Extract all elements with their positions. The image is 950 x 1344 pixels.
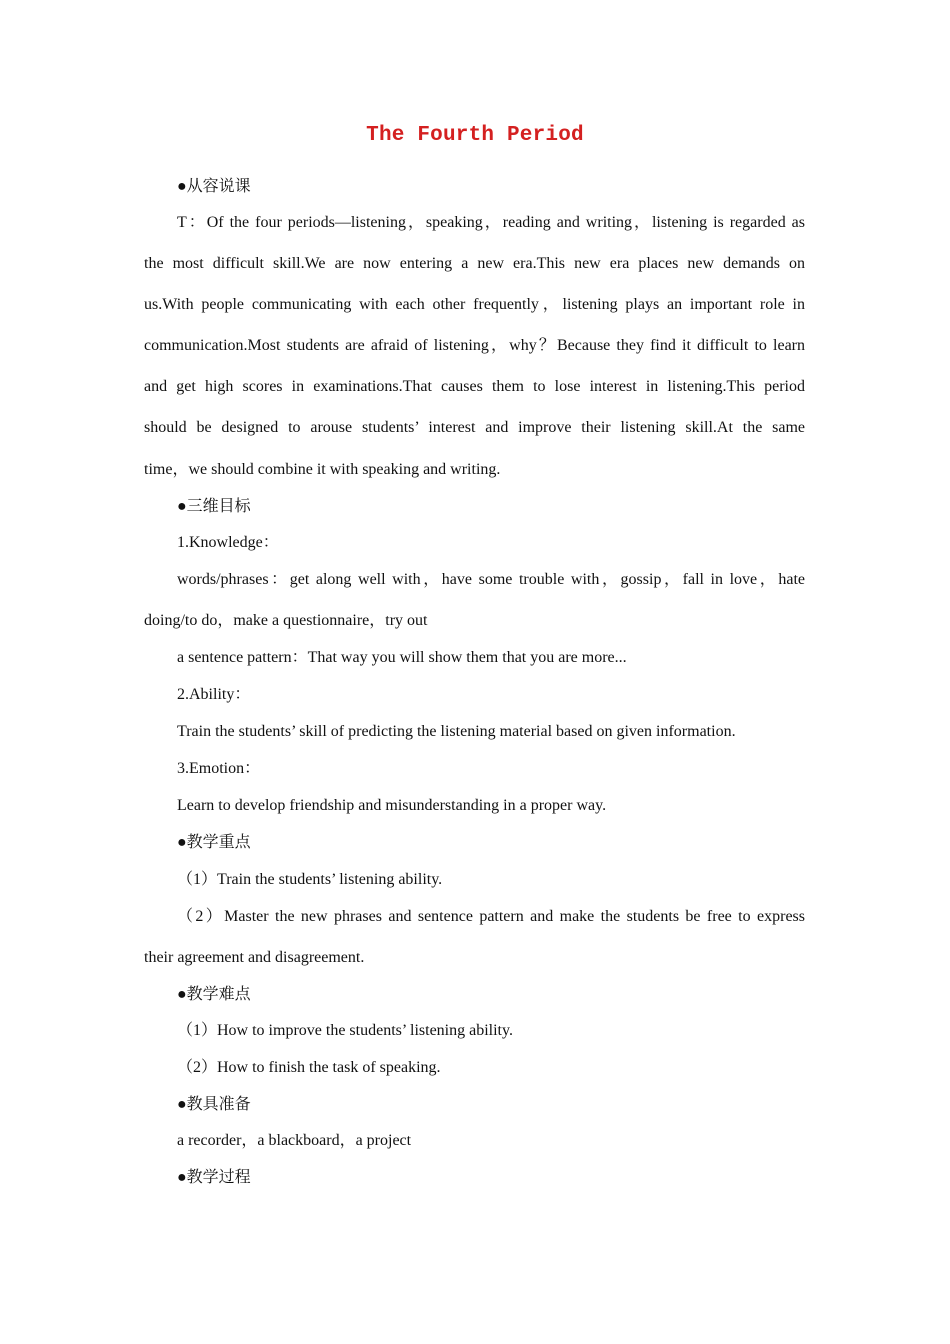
aids-text: a recorder，a blackboard，a project	[177, 1132, 412, 1149]
sentence-pattern: a sentence pattern：That way you will show them that you are more...	[177, 649, 627, 666]
section-heading-intro: ●从容说课	[177, 178, 251, 195]
key-point-1: （1）Train the students’ listening ability.	[177, 871, 443, 888]
knowledge-line-1: words/phrases：get along well with，have some trouble with，gossip，fall in love，hate	[177, 571, 805, 588]
key-point-2-line-1: （2）Master the new phrases and sentence pattern and make the students be free to express	[177, 908, 805, 925]
emotion-text: Learn to develop friendship and misunderstanding in a proper way.	[177, 797, 607, 814]
section-heading-difficulties: ●教学难点	[177, 986, 251, 1003]
ability-label: 2.Ability：	[177, 686, 251, 703]
intro-line-4: communication.Most students are afraid of listening，why？Because they find it difficult to learn	[144, 337, 806, 354]
section-heading-aids: ●教具准备	[177, 1096, 251, 1113]
page-title: The Fourth Period	[366, 124, 584, 147]
intro-line-6: should be designed to arouse students’ interest and improve their listening skill.At the same	[144, 419, 805, 436]
intro-line-1: T：Of the four periods—listening，speaking，reading and writing，listening is regarded as	[177, 214, 806, 231]
knowledge-label: 1.Knowledge：	[177, 534, 279, 551]
emotion-label: 3.Emotion：	[177, 760, 261, 777]
section-heading-key-points: ●教学重点	[177, 834, 251, 851]
section-heading-goals: ●三维目标	[177, 498, 251, 515]
ability-text: Train the students’ skill of predicting the listening material based on given information.	[177, 723, 736, 740]
difficulty-2: （2）How to finish the task of speaking.	[177, 1059, 441, 1076]
section-heading-process: ●教学过程	[177, 1169, 251, 1186]
intro-line-5: and get high scores in examinations.That causes them to lose interest in listening.This period	[144, 378, 805, 395]
key-point-2-line-2: their agreement and disagreement.	[144, 949, 365, 966]
knowledge-line-2: doing/to do，make a questionnaire，try out	[144, 612, 428, 629]
intro-line-3: us.With people communicating with each other frequently，listening plays an important role in	[144, 296, 805, 313]
difficulty-1: （1）How to improve the students’ listening ability.	[177, 1022, 513, 1039]
intro-line-2: the most difficult skill.We are now entering a new era.This new era places new demands on	[144, 255, 805, 272]
intro-line-7: time，we should combine it with speaking and writing.	[144, 461, 501, 478]
